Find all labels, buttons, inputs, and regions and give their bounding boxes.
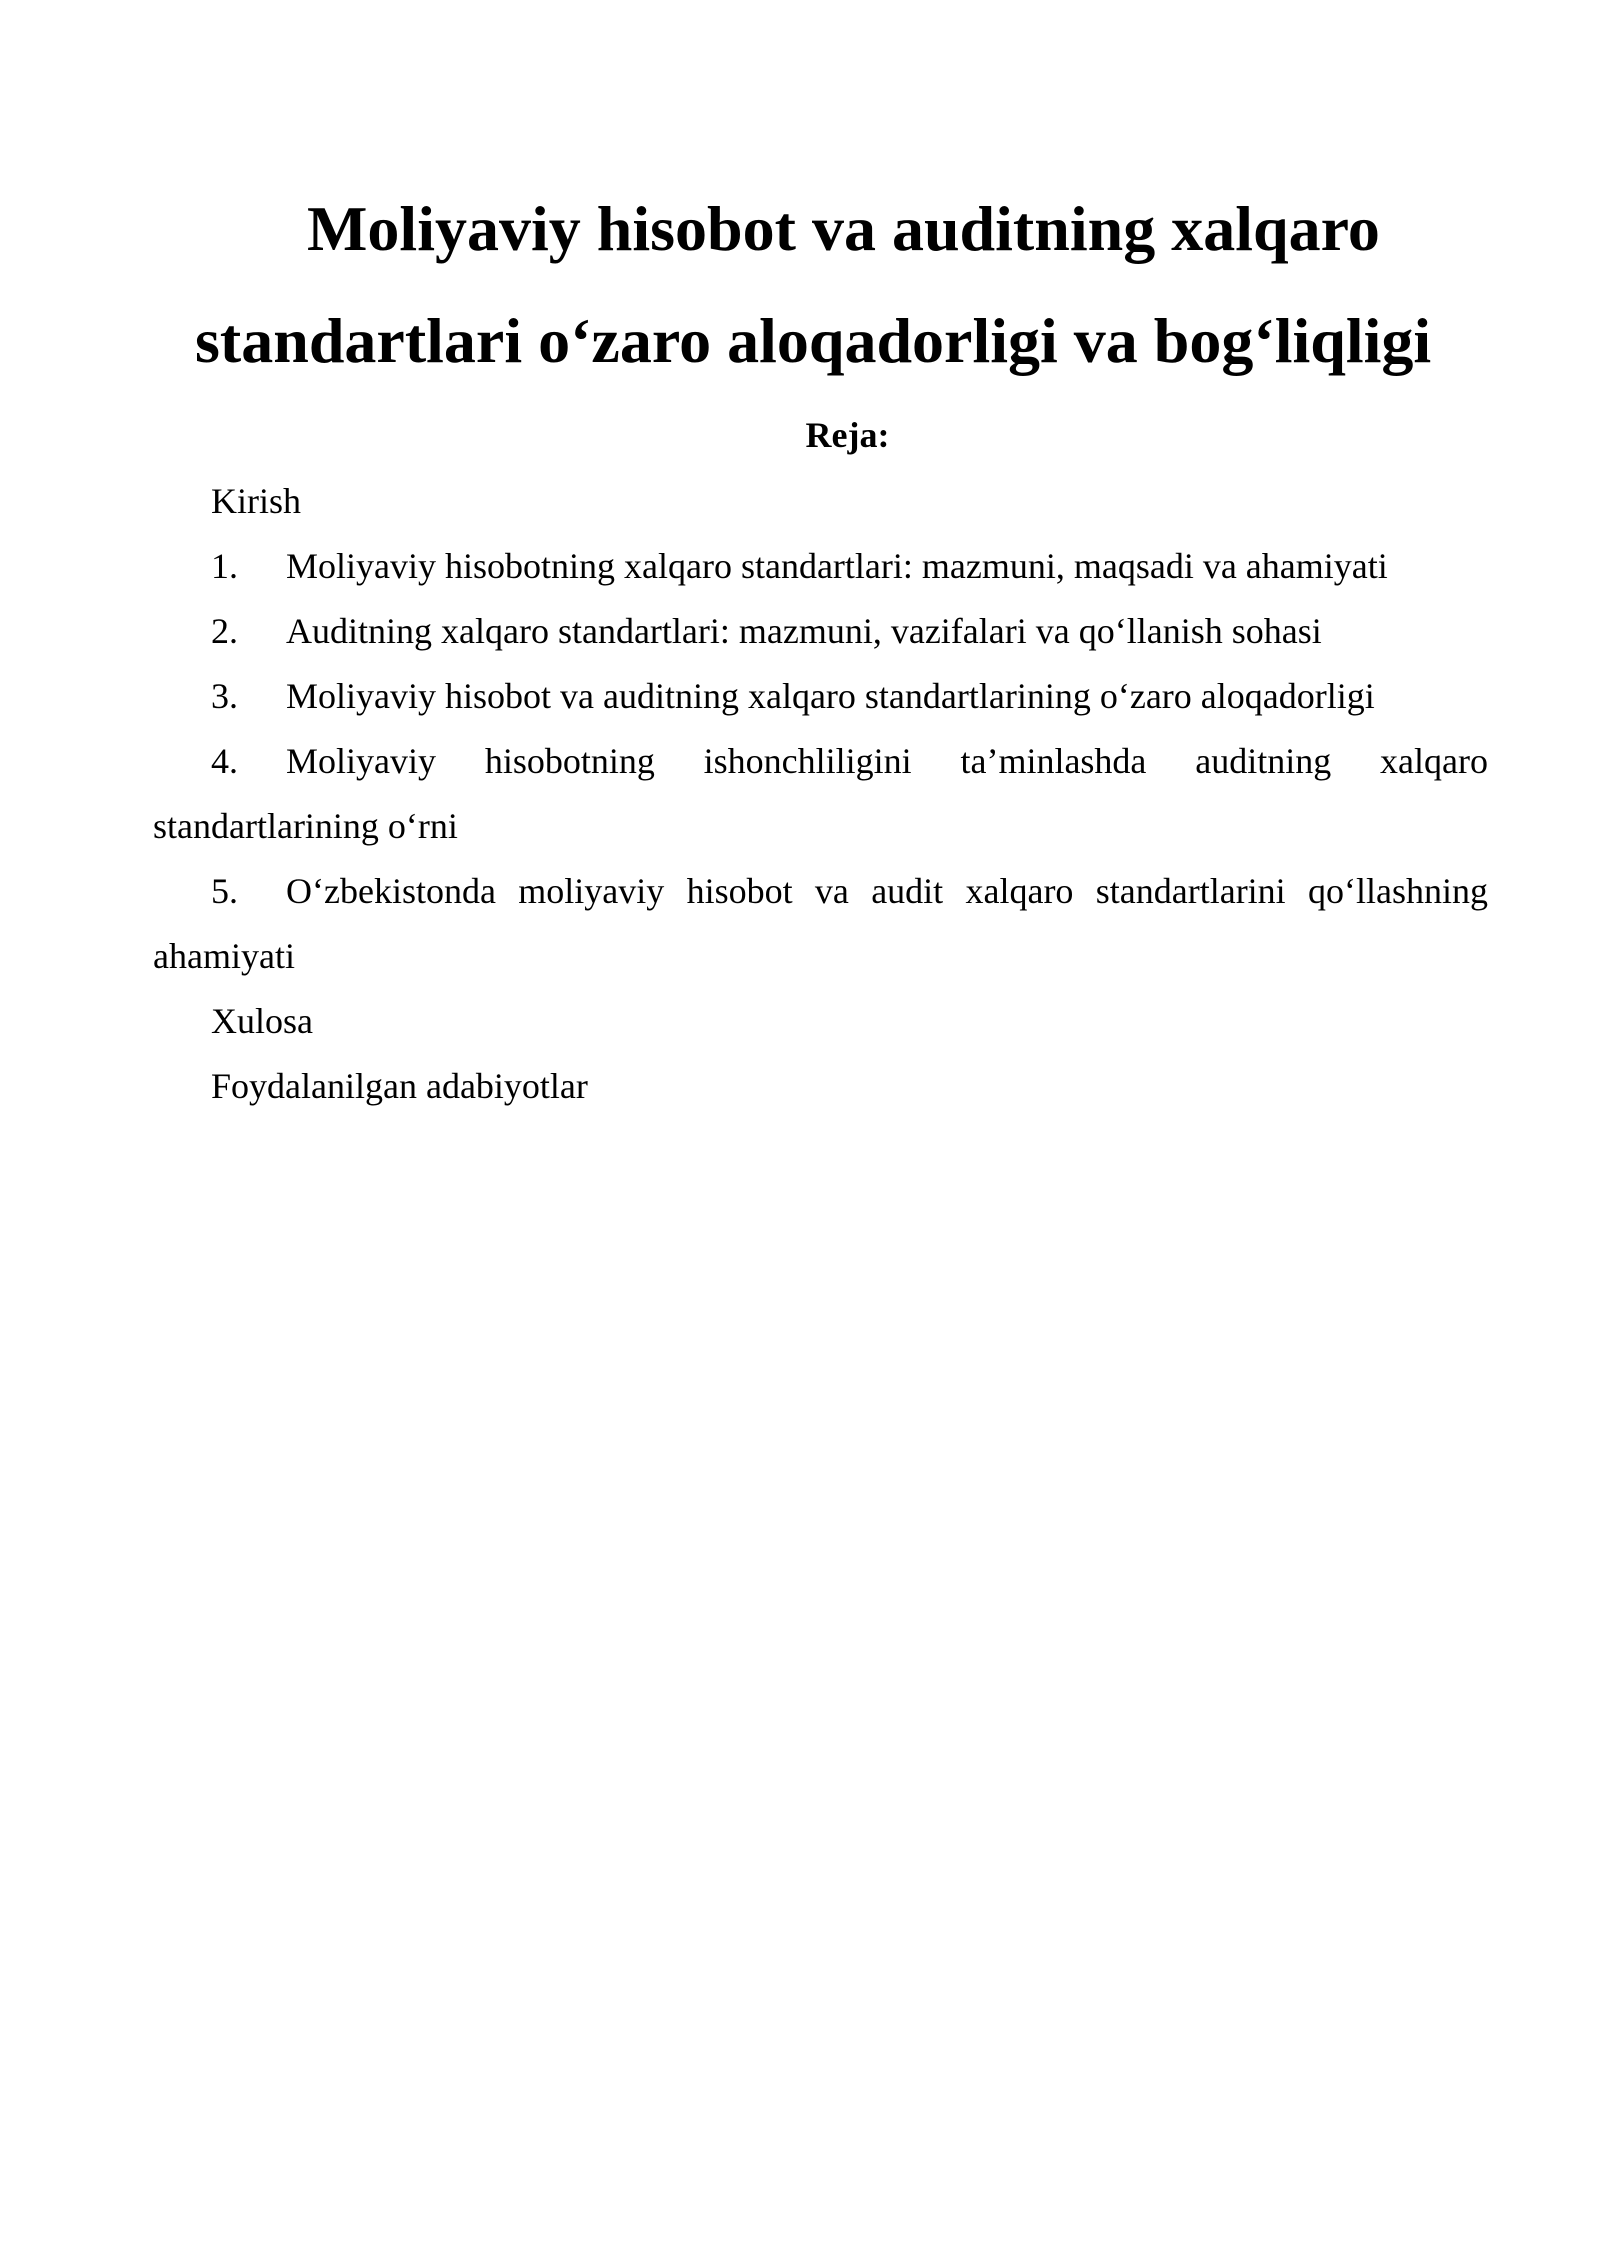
- document-title-line-2: standartlari o‘zaro aloqadorligi va bog‘liqligi: [195, 305, 1432, 376]
- plan-item-5-word: audit: [871, 871, 944, 911]
- plan-item-2-number: 2.: [211, 611, 238, 651]
- plan-item-3-number: 3.: [211, 676, 238, 716]
- plan-item-4-continuation: standartlarining o‘rni: [153, 806, 458, 846]
- plan-item-4-text: [286, 739, 1488, 783]
- plan-item-5-text: [286, 869, 1488, 913]
- plan-item-4-number: 4.: [211, 741, 238, 781]
- plan-item-5-word: hisobot: [686, 871, 793, 911]
- plan-item-5-word: moliyaviy: [518, 871, 665, 911]
- plan-item-5-continuation: ahamiyati: [153, 936, 295, 976]
- plan-item-references: Foydalanilgan adabiyotlar: [211, 1066, 588, 1106]
- plan-item-4-word: ishonchliligini: [703, 741, 912, 781]
- plan-item-5-word: xalqaro: [965, 871, 1074, 911]
- plan-item-5-number: 5.: [211, 871, 238, 911]
- plan-item-5-word: va: [814, 871, 849, 911]
- plan-item-5-word: qo‘llashning: [1308, 871, 1488, 911]
- plan-item-5-word: O‘zbekistonda: [286, 871, 496, 911]
- plan-item-3-text: Moliyaviy hisobot va auditning xalqaro standartlarining o‘zaro aloqadorligi: [286, 676, 1375, 716]
- document-title-line-1: Moliyaviy hisobot va auditning xalqaro: [307, 193, 1380, 264]
- plan-heading: Reja:: [805, 415, 890, 455]
- plan-item-conclusion: Xulosa: [211, 1001, 313, 1041]
- plan-item-4-word: hisobotning: [484, 741, 655, 781]
- plan-item-2-text: Auditning xalqaro standartlari: mazmuni, vazifalari va qo‘llanish sohasi: [286, 611, 1322, 651]
- plan-item-4-word: ta’minlashda: [960, 741, 1147, 781]
- plan-item-4-word: xalqaro: [1380, 741, 1488, 781]
- plan-item-intro: Kirish: [211, 481, 301, 521]
- plan-item-5-word: standartlarini: [1095, 871, 1286, 911]
- plan-item-1-number: 1.: [211, 546, 238, 586]
- plan-item-1-text: Moliyaviy hisobotning xalqaro standartlari: mazmuni, maqsadi va ahamiyati: [286, 546, 1388, 586]
- plan-item-4-word: Moliyaviy: [286, 741, 436, 781]
- plan-item-4-word: auditning: [1195, 741, 1332, 781]
